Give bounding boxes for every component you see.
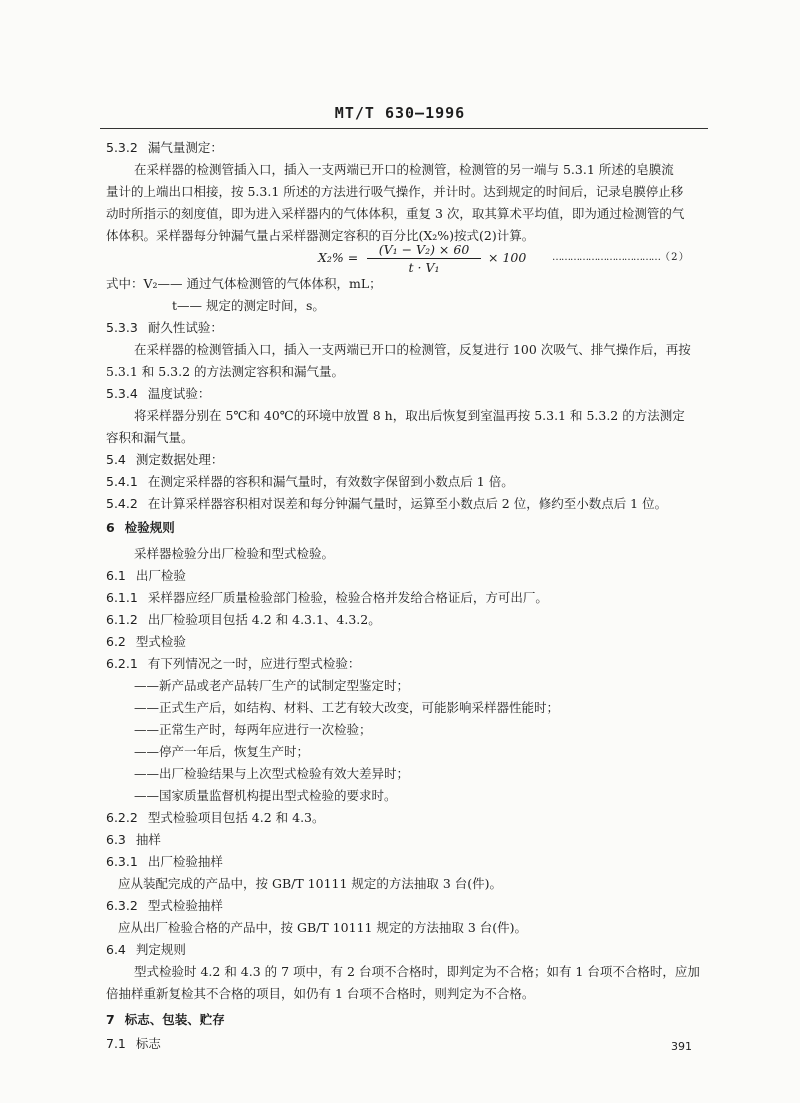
fraction-bar xyxy=(367,258,481,259)
page-number: 391 xyxy=(671,1040,692,1053)
section-6-2-2 xyxy=(106,810,325,826)
section-number: 6.3.1 xyxy=(106,854,138,869)
section-text: 有下列情况之一时，应进行型式检验： xyxy=(147,656,361,671)
section-number: 6.1.2 xyxy=(106,612,138,627)
section-number: 5.3.3 xyxy=(106,320,138,335)
list-item: ——新产品或老产品转厂生产的试制定型鉴定时； xyxy=(134,678,410,693)
section-text: 型式检验项目包括 4.2 和 4.3。 xyxy=(147,810,325,825)
section-text: 在计算采样器容积相对误差和每分钟漏气量时，运算至小数点后 2 位，修约至小数点后 1 位。 xyxy=(147,496,668,511)
paragraph-line: 采样器检验分出厂检验和型式检验。 xyxy=(134,546,335,561)
section-5-3-2-heading xyxy=(106,140,223,156)
where-t: t—— 规定的测定时间，s。 xyxy=(172,298,325,313)
section-number: 6.2 xyxy=(106,634,126,649)
section-5-3-4-heading xyxy=(106,386,210,402)
list-item: ——停产一年后，恢复生产时； xyxy=(134,744,310,759)
section-title: 型式检验 xyxy=(135,634,186,649)
section-number: 6.2.2 xyxy=(106,810,138,825)
section-text: 采样器应经厂质量检验部门检验，检验合格并发给合格证后，方可出厂。 xyxy=(147,590,548,605)
paragraph-line: 在采样器的检测管插入口，插入一支两端已开口的检测管，反复进行 100 次吸气、排气操作后，再按 xyxy=(134,342,691,357)
section-number: 5.3.2 xyxy=(106,140,138,155)
section-5-4-1 xyxy=(106,474,514,490)
standard-code-header: MT/T 630—1996 xyxy=(334,104,466,122)
header-rule xyxy=(100,128,708,129)
formula-numerator: (V₁ − V₂) × 60 xyxy=(378,242,470,257)
section-title: 出厂检验 xyxy=(135,568,186,583)
formula-denominator: t · V₁ xyxy=(408,260,440,275)
list-item: ——国家质量监督机构提出型式检验的要求时。 xyxy=(134,788,397,803)
section-number: 6.3.2 xyxy=(106,898,138,913)
where-v2: 式中：V₂—— 通过气体检测管的气体体积，mL； xyxy=(106,276,382,291)
section-number: 5.3.4 xyxy=(106,386,138,401)
list-item: ——正式生产后，如结构、材料、工艺有较大改变，可能影响采样器性能时； xyxy=(134,700,560,715)
paragraph-line: 容积和漏气量。 xyxy=(106,430,194,445)
paragraph-line: 5.3.1 和 5.3.2 的方法测定容积和漏气量。 xyxy=(106,364,345,379)
formula-lhs: X₂% = xyxy=(318,250,359,265)
section-title: 测定数据处理： xyxy=(135,452,224,467)
section-text: 出厂检验项目包括 4.2 和 4.3.1、4.3.2。 xyxy=(147,612,381,627)
paragraph-line: 将采样器分别在 5℃和 40℃的环境中放置 8 h，取出后恢复到室温再按 5.3.1 和 5.3.2 的方法测定 xyxy=(134,408,685,423)
paragraph-line: 在采样器的检测管插入口，插入一支两端已开口的检测管，检测管的另一端与 5.3.1 所述的皂膜流 xyxy=(134,162,674,177)
section-number: 6.1 xyxy=(106,568,126,583)
chapter-6-heading xyxy=(106,520,175,536)
section-title: 判定规则 xyxy=(135,942,186,957)
chapter-number: 7 xyxy=(106,1012,115,1027)
paragraph-line: 型式检验时 4.2 和 4.3 的 7 项中，有 2 台项不合格时，即判定为不合格；如有 1 台项不合格时，应加 xyxy=(134,964,700,979)
section-title: 漏气量测定： xyxy=(147,140,223,155)
section-number: 6.3 xyxy=(106,832,126,847)
paragraph-line: 量计的上端出口相接，按 5.3.1 所述的方法进行吸气操作，并计时。达到规定的时间后，记录皂膜停止移 xyxy=(106,184,684,199)
section-number: 5.4 xyxy=(106,452,126,467)
section-title: 温度试验： xyxy=(147,386,211,401)
section-title: 抽样 xyxy=(135,832,161,847)
list-item: ——出厂检验结果与上次型式检验有效大差异时； xyxy=(134,766,410,781)
paragraph-line: 体体积。采样器每分钟漏气量占采样器测定容积的百分比(X₂%)按式(2)计算。 xyxy=(106,228,535,243)
chapter-title: 检验规则 xyxy=(124,520,175,535)
section-5-3-3-heading xyxy=(106,320,223,336)
formula-rhs: × 100 xyxy=(488,250,527,265)
section-6-1-1 xyxy=(106,590,548,606)
paragraph-line: 应从装配完成的产品中，按 GB/T 10111 规定的方法抽取 3 台(件)。 xyxy=(118,876,503,891)
section-number: 6.4 xyxy=(106,942,126,957)
section-number: 5.4.1 xyxy=(106,474,138,489)
equation-number: ………………………………（ 2 ） xyxy=(552,252,688,263)
section-6-3-heading xyxy=(106,832,161,848)
section-6-3-1-heading xyxy=(106,854,223,870)
section-number: 6.2.1 xyxy=(106,656,138,671)
section-6-4-heading xyxy=(106,942,186,958)
section-6-2-heading xyxy=(106,634,186,650)
section-number: 5.4.2 xyxy=(106,496,138,511)
section-title: 型式检验抽样 xyxy=(147,898,223,913)
section-6-1-2 xyxy=(106,612,381,628)
chapter-number: 6 xyxy=(106,520,115,535)
section-title: 标志 xyxy=(135,1036,161,1051)
section-6-3-2-heading xyxy=(106,898,223,914)
section-6-2-1 xyxy=(106,656,360,672)
section-number: 6.1.1 xyxy=(106,590,138,605)
section-number: 7.1 xyxy=(106,1036,126,1051)
section-7-1-heading xyxy=(106,1036,161,1052)
section-text: 在测定采样器的容积和漏气量时，有效数字保留到小数点后 1 倍。 xyxy=(147,474,514,489)
section-5-4-heading xyxy=(106,452,223,468)
paragraph-line: 倍抽样重新复检其不合格的项目，如仍有 1 台项不合格时，则判定为不合格。 xyxy=(106,986,535,1001)
section-6-1-heading xyxy=(106,568,186,584)
paragraph-line: 动时所指示的刻度值，即为进入采样器内的气体体积，重复 3 次，取其算术平均值，即为通过检测管的气 xyxy=(106,206,685,221)
list-item: ——正常生产时，每两年应进行一次检验； xyxy=(134,722,372,737)
section-title: 耐久性试验： xyxy=(147,320,223,335)
section-title: 出厂检验抽样 xyxy=(147,854,223,869)
chapter-title: 标志、包装、贮存 xyxy=(124,1012,225,1027)
chapter-7-heading xyxy=(106,1012,225,1028)
section-5-4-2 xyxy=(106,496,667,512)
paragraph-line: 应从出厂检验合格的产品中，按 GB/T 10111 规定的方法抽取 3 台(件)。 xyxy=(118,920,528,935)
